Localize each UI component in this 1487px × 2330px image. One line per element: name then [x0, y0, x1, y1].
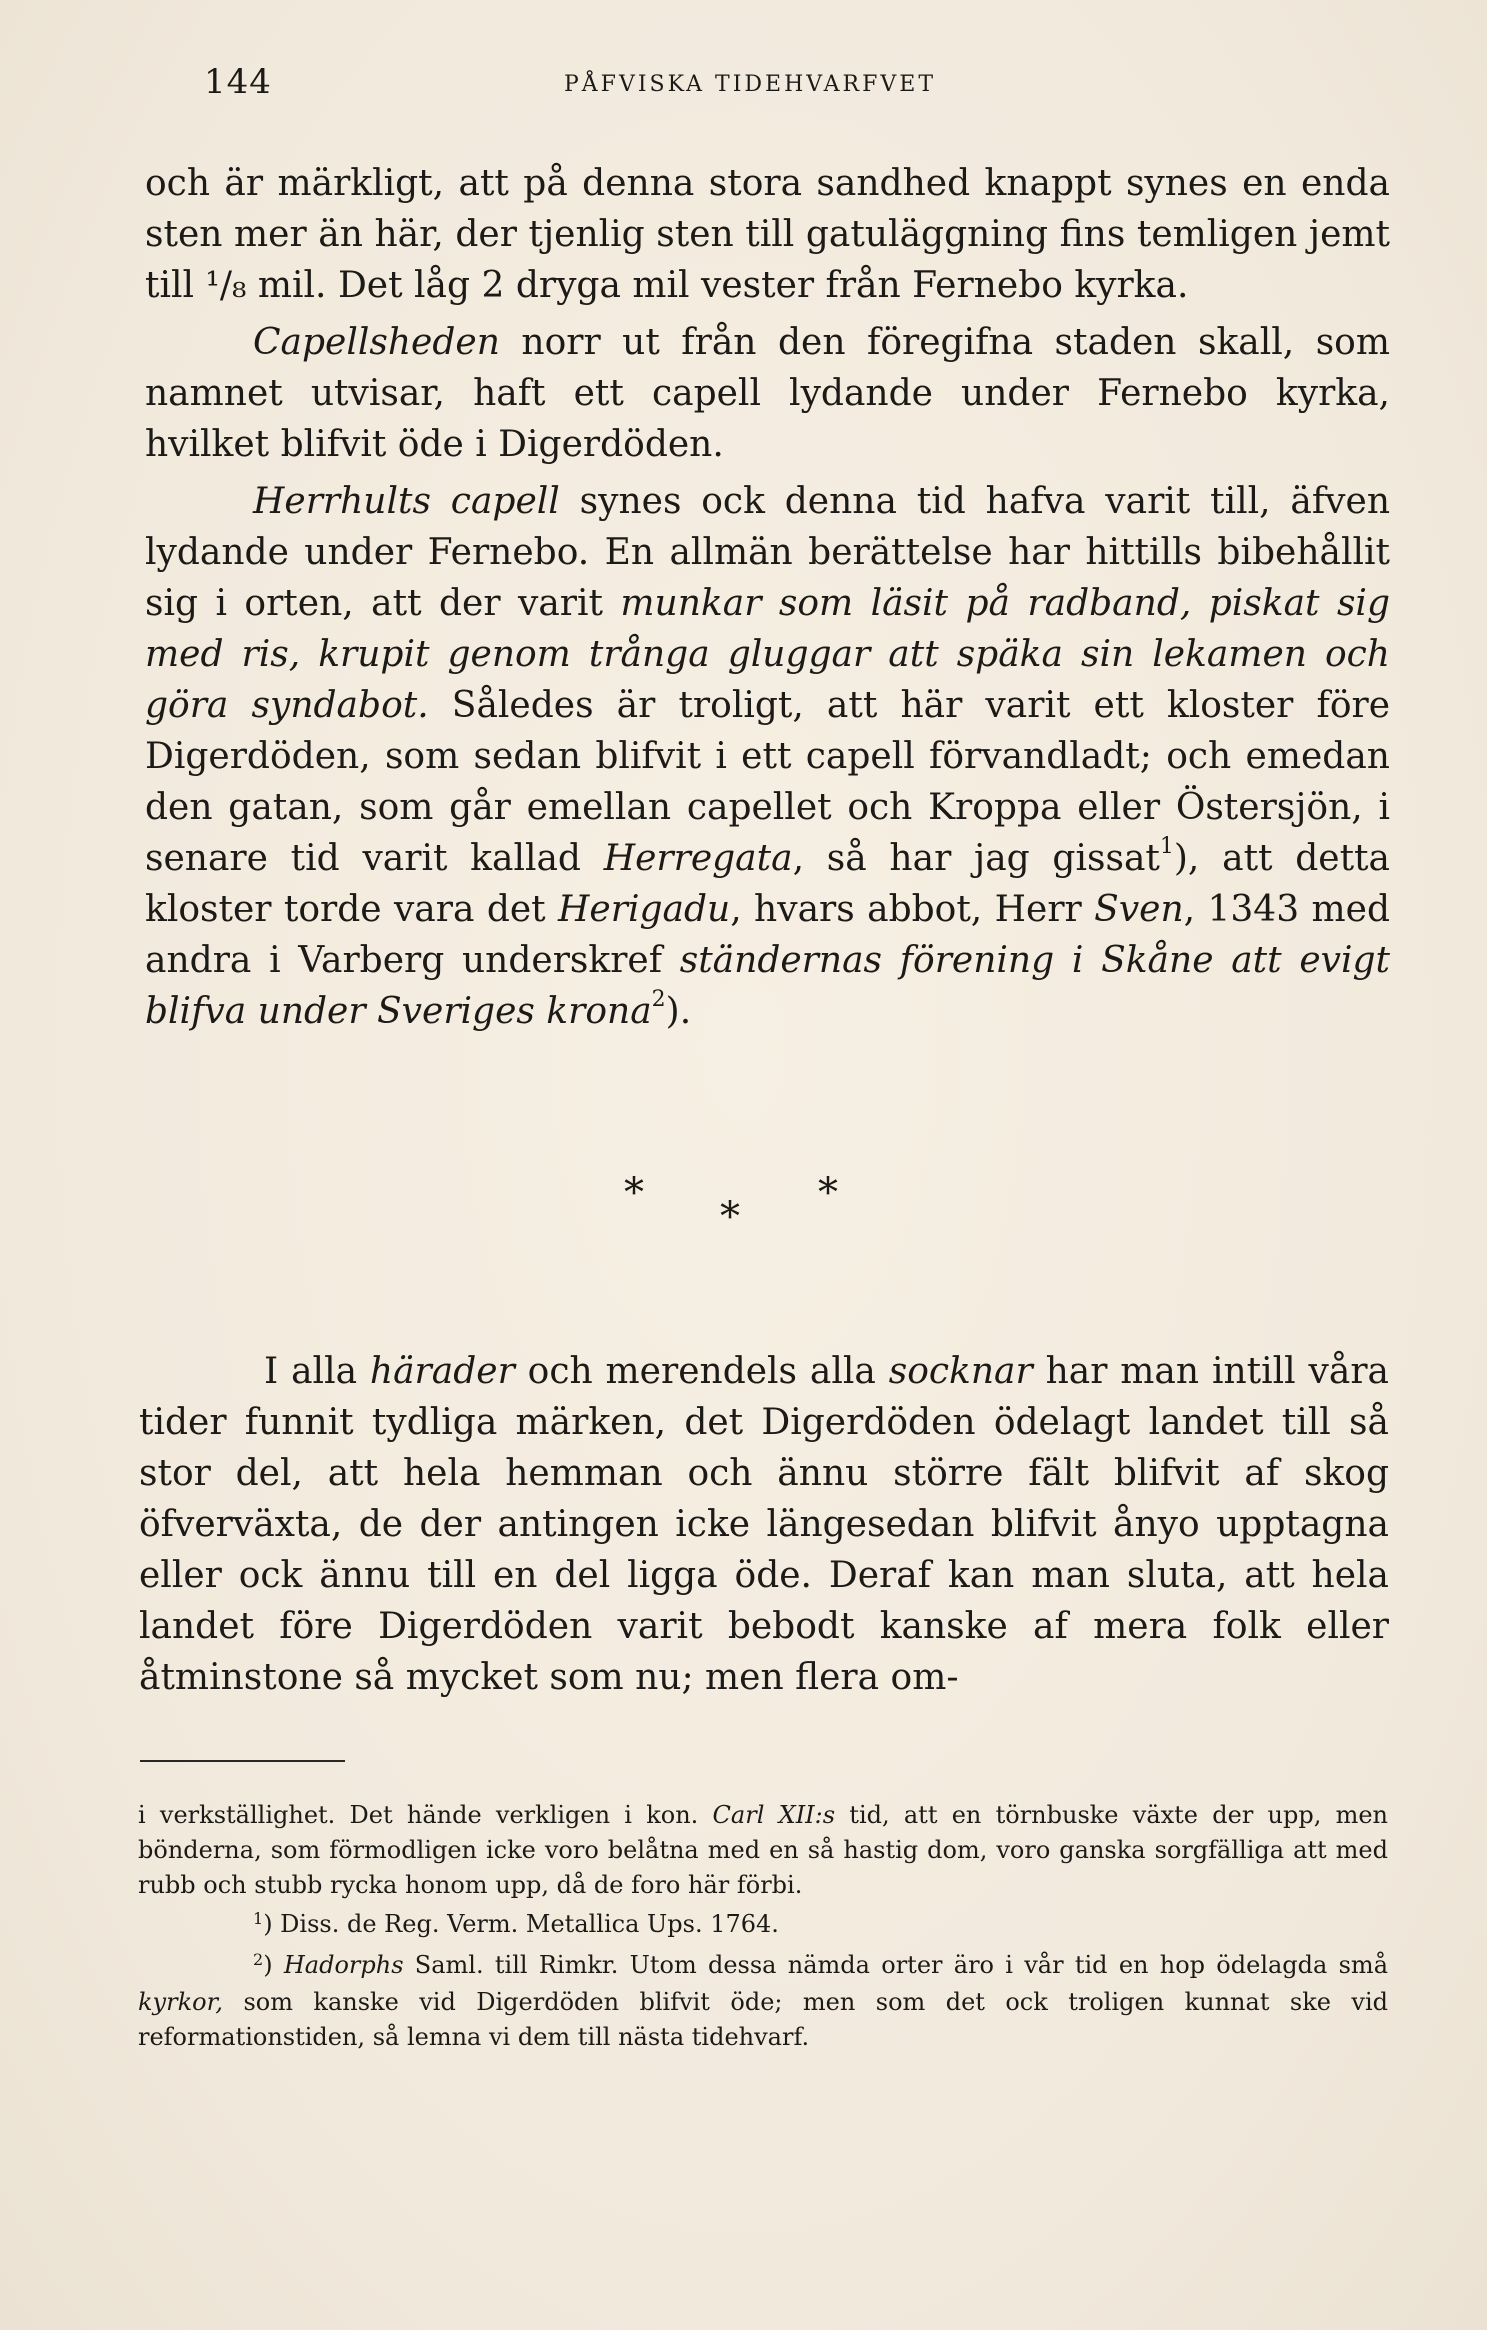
text-run: , hvars abbot, Herr: [730, 889, 1095, 930]
document-title: ständernas förening i Skåne att evigt blifva under Sveriges krona: [145, 940, 1390, 1032]
footnote-mark: 1: [253, 1909, 264, 1928]
footnote-text: ) Diss. de Reg. Verm. Metallica Ups. 1764.: [263, 1910, 779, 1938]
section-separator: [600, 1170, 900, 1240]
footnotes: [138, 1798, 1388, 2055]
section-2: [139, 1346, 1389, 1703]
paragraph-2: [145, 317, 1390, 470]
text-run: har man intill våra tider funnit tydliga märken, det Digerdöden ödelagt landet till så stor del, att hela hemman och ännu större fält blifvit af skog öfverväxta, de der antingen icke längesedan blifvit ånyo upptagna eller ock ännu till en del ligga öde. Deraf kan man sluta, att hela landet före Digerdöden varit bebodt kanske af mera folk eller åtminstone så mycket som nu; men flera om-: [139, 1351, 1389, 1698]
text-run: Således är troligt, att här varit ett kloster före Digerdöden, som sedan blifvit i ett capell förvandladt; och emedan den gatan, som går emellan capellet och Kroppa eller Östersjön, i senare tid varit kallad: [145, 685, 1391, 879]
text-run: tid, att en törnbuske växte der upp, men bönderna, som förmodligen icke voro belåtna med en så hastig dom, voro ganska sorgfälliga att med rubb och stubb rycka honom upp, då de foro här förbi.: [138, 1801, 1389, 1899]
paragraph-2-text: norr ut från den föregifna staden skall, som namnet utvisar, haft ett capell lydande under Fernebo kyrka, hvilket blifvit öde i Digerdöden.: [145, 322, 1390, 465]
footnote-2: $^2$) Hadorphs Saml. till Rimkr. Utom dessa nämda orter äro i vår tid en hop ödelagda små kyrkor, som kanske vid Digerdöden blifvit öde; men som det ock troligen kunnat ske vid reformationstiden, så lemna vi dem till nästa tidehvarf.: [138, 1950, 1389, 2051]
emphasis: härader: [369, 1351, 515, 1392]
footnote-ref: 1: [1159, 834, 1174, 859]
text-run: , 1343 med andra i Varberg underskref: [145, 889, 1390, 981]
paragraph-3: [145, 476, 1390, 1037]
text-run: Saml. till Rimkr. Utom dessa nämda orter äro i vår tid en hop ödelagda små: [403, 1951, 1389, 1979]
author-name: Hadorphs: [283, 1951, 404, 1979]
place-name: Herregata: [603, 838, 793, 879]
running-title: PÅFVISKA TIDEHVARFVET: [563, 72, 936, 97]
separator-star: *: [818, 1170, 838, 1216]
separator-star: *: [624, 1170, 644, 1216]
running-head: [200, 62, 1260, 112]
place-name: Herigadu: [558, 889, 731, 930]
page-number: 144: [204, 62, 272, 102]
place-name: Capellsheden: [253, 322, 500, 363]
main-text: [145, 158, 1390, 1037]
emphasis: kyrkor,: [138, 1988, 224, 2016]
footnote-mark: 2: [253, 1950, 264, 1969]
quoted-tradition: munkar som läsit på radband, piskat sig med ris, krupit genom trånga gluggar att späka sin lekamen och göra syndabot.: [145, 583, 1390, 726]
text-run: och merendels alla: [514, 1351, 889, 1392]
text-run: I alla: [264, 1351, 370, 1392]
person-name: Carl XII:s: [712, 1801, 836, 1829]
footnote-ref: 2: [651, 987, 666, 1012]
text-run: i verkställighet. Det hände verkligen i kon.: [138, 1801, 713, 1829]
text-run: synes ock denna tid hafva varit till, äfven lydande under Fernebo. En allmän berättelse har hittills bibehållit sig i orten, att der varit: [145, 481, 1391, 624]
text-run: som kanske vid Digerdöden blifvit öde; men som det ock troligen kunnat ske vid reformationstiden, så lemna vi dem till nästa tidehvarf.: [138, 1988, 1388, 2051]
text-run: , så har jag gissat: [792, 838, 1160, 879]
text-run: ), att detta kloster torde vara det: [145, 838, 1390, 930]
emphasis: socknar: [888, 1351, 1033, 1392]
footnote-1: [138, 1907, 1388, 1944]
paragraph-1: och är märkligt, att på denna stora sandhed knappt synes en enda sten mer än här, der tjenlig sten till gatuläggning fins temligen jemt till ¹/₈ mil. Det låg 2 dryga mil vester från Fernebo kyrka.: [145, 163, 1390, 306]
text-run: ).: [665, 991, 692, 1032]
person-name: Sven: [1094, 889, 1184, 930]
paragraph-4: [139, 1346, 1389, 1703]
separator-star: *: [720, 1194, 740, 1240]
footnote-divider: [140, 1760, 345, 1762]
footnote-continuation: [138, 1798, 1388, 1903]
place-name: Herrhults capell: [253, 481, 560, 522]
